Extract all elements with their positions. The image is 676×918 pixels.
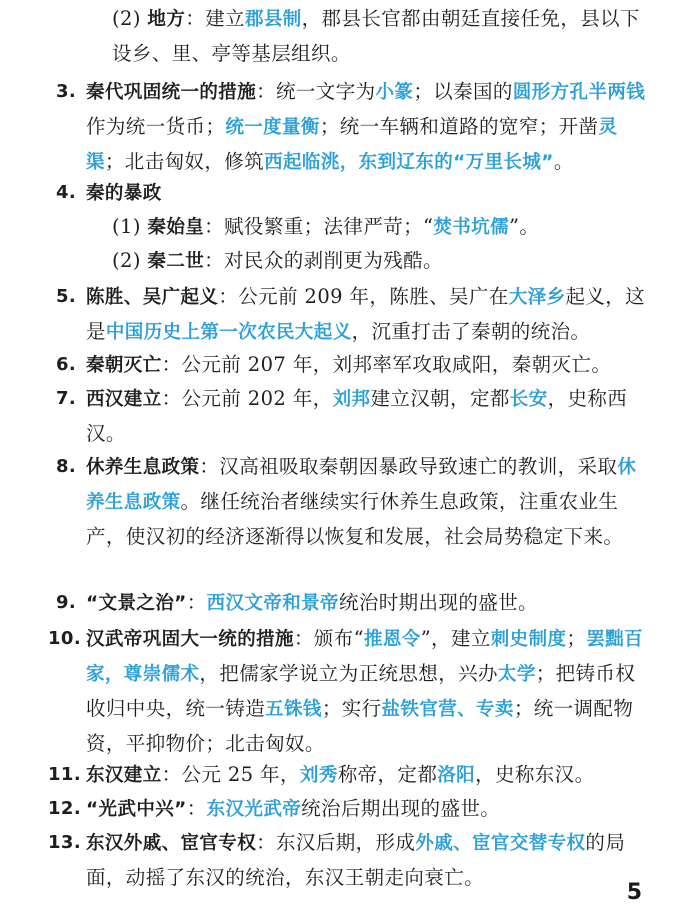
body-text: 作为统一货币； bbox=[86, 115, 226, 138]
item-7-western-han bbox=[56, 382, 652, 451]
highlighted-term: 刺史制度 bbox=[490, 629, 567, 650]
item-qin-ershi bbox=[112, 244, 652, 279]
body-text: 的局面，动摇了东汉的统治，东汉王朝走向衰亡。 bbox=[86, 831, 626, 889]
highlighted-term: 圆形方孔半两钱 bbox=[512, 82, 646, 103]
highlighted-term: 洛阳 bbox=[437, 765, 476, 786]
item-heading: 秦的暴政 bbox=[86, 183, 162, 204]
item-number: 11. bbox=[48, 764, 82, 785]
item-heading: 休养生息政策 bbox=[86, 457, 200, 478]
body-text: ：东汉后期，形成 bbox=[256, 831, 416, 854]
item-heading: 秦代巩固统一的措施 bbox=[86, 82, 257, 103]
item-9-wenjing-rule bbox=[56, 586, 652, 621]
body-text: ：公元前 207 年，刘邦率军攻取咸阳，秦朝灭亡。 bbox=[161, 353, 612, 376]
highlighted-term: 郡县制 bbox=[244, 9, 302, 30]
item-heading: “文景之治” bbox=[86, 593, 187, 614]
body-text: ，史称西汉。 bbox=[86, 387, 628, 445]
body-text: 起义，这是 bbox=[86, 285, 646, 343]
body-text: (2) bbox=[112, 7, 148, 30]
item-heading: 秦始皇 bbox=[147, 217, 205, 238]
item-4-qin-tyranny bbox=[56, 176, 652, 211]
item-5-chen-sheng-wu-guang bbox=[56, 280, 652, 350]
highlighted-term: 外戚、宦官交替专权 bbox=[415, 833, 586, 854]
body-text: 统治后期出现的盛世。 bbox=[301, 797, 501, 820]
item-6-qin-fall bbox=[56, 348, 652, 383]
body-text: 。继任统治者继续实行休养生息政策，注重农业生产，使汉初的经济逐渐得以恢复和发展，社会局势稳定下来。 bbox=[86, 490, 624, 548]
item-11-eastern-han bbox=[48, 758, 652, 793]
body-text: ；北击匈奴，修筑 bbox=[104, 150, 265, 173]
body-text: ；以秦国的 bbox=[413, 80, 513, 103]
highlighted-term: 大泽乡 bbox=[508, 287, 566, 308]
item-number: 3. bbox=[56, 81, 77, 102]
highlighted-term: 推恩令 bbox=[363, 629, 421, 650]
body-text: ： bbox=[186, 591, 207, 614]
body-text: ，把儒家学说立为正统思想，兴办 bbox=[199, 662, 498, 685]
body-text: ”，建立 bbox=[420, 627, 491, 650]
item-number: 4. bbox=[56, 182, 77, 203]
body-text: (1) bbox=[112, 215, 148, 238]
body-text: ：统一文字为 bbox=[256, 80, 376, 103]
item-heading: 东汉建立 bbox=[86, 765, 162, 786]
body-text: ： bbox=[186, 797, 207, 820]
body-text: ，史称东汉。 bbox=[475, 763, 595, 786]
body-text: ；统一调配物资，平抑物价；北击匈奴。 bbox=[86, 697, 634, 755]
item-number: 8. bbox=[56, 456, 77, 477]
highlighted-term: 太学 bbox=[497, 664, 536, 685]
body-text: ：汉高祖吸取秦朝因暴政导致速亡的教训，采取 bbox=[199, 455, 618, 478]
body-text: ； bbox=[566, 627, 587, 650]
item-heading: 西汉建立 bbox=[86, 389, 162, 410]
body-text: ：公元 25 年， bbox=[161, 763, 300, 786]
item-heading: 汉武帝巩固大一统的措施 bbox=[86, 629, 294, 650]
body-text: ，沉重打击了秦朝的统治。 bbox=[351, 320, 591, 343]
highlighted-term: 小篆 bbox=[375, 82, 414, 103]
body-text: (2) bbox=[112, 249, 148, 272]
body-text: ：对民众的剥削更为残酷。 bbox=[204, 249, 443, 272]
highlighted-term: 统一度量衡 bbox=[225, 117, 320, 138]
item-number: 7. bbox=[56, 388, 77, 409]
highlighted-term: 焚书坑儒 bbox=[433, 217, 510, 238]
highlighted-term: 刘秀 bbox=[299, 765, 338, 786]
body-text: ：建立 bbox=[185, 7, 245, 30]
item-number: 13. bbox=[48, 832, 82, 853]
highlighted-term: 盐铁官营、专卖 bbox=[381, 699, 514, 720]
body-text: ：颁布“ bbox=[293, 627, 364, 650]
item-8-recuperation-policy bbox=[56, 450, 652, 554]
highlighted-term: 五铢钱 bbox=[265, 699, 322, 720]
item-12-guangwu-revival bbox=[48, 792, 652, 827]
body-text: 称帝，定都 bbox=[337, 763, 438, 786]
body-text: ：公元前 202 年， bbox=[161, 387, 333, 410]
body-text: ；把铸币权收归中央，统一铸造 bbox=[86, 662, 636, 720]
highlighted-term: 灵渠 bbox=[86, 117, 618, 173]
item-heading: 秦二世 bbox=[147, 251, 205, 272]
item-heading: 秦朝灭亡 bbox=[86, 355, 162, 376]
item-qin-shihuang bbox=[112, 210, 652, 245]
item-heading: 东汉外戚、宦官专权 bbox=[86, 833, 257, 854]
item-number: 9. bbox=[56, 592, 77, 613]
item-number: 5. bbox=[56, 286, 77, 307]
highlighted-term: 休养生息政策 bbox=[86, 457, 637, 513]
item-number: 12. bbox=[48, 798, 82, 819]
item-heading: “光武中兴” bbox=[86, 799, 187, 820]
highlighted-term: 长安 bbox=[509, 389, 548, 410]
body-text: 建立汉朝，定都 bbox=[370, 387, 510, 410]
item-13-consort-eunuch-power bbox=[48, 826, 652, 895]
body-text: ，郡县长官都由朝廷直接任免，县以下设乡、里、亭等基层组织。 bbox=[112, 7, 640, 65]
item-heading: 陈胜、吴广起义 bbox=[86, 287, 219, 308]
body-text: ”。 bbox=[509, 215, 540, 238]
body-text: ；统一车辆和道路的宽窄；开凿 bbox=[319, 115, 599, 138]
highlighted-term: 东汉光武帝 bbox=[206, 799, 302, 820]
item-10-han-wudi-measures bbox=[48, 622, 652, 761]
item-number: 10. bbox=[48, 628, 82, 649]
highlighted-term: 罢黜百家，尊崇儒术 bbox=[86, 629, 643, 685]
item-heading: 地方 bbox=[147, 9, 186, 30]
highlighted-term: 刘邦 bbox=[332, 389, 371, 410]
body-text: ：公元前 209 年，陈胜、吴广在 bbox=[218, 285, 509, 308]
page-number: 5 bbox=[626, 880, 642, 905]
body-text: 统治时期出现的盛世。 bbox=[338, 591, 538, 614]
highlighted-term: 西汉文帝和景帝 bbox=[206, 593, 339, 614]
highlighted-term: 中国历史上第一次农民大起义 bbox=[105, 322, 352, 343]
body-text: ：赋役繁重；法律严苛；“ bbox=[204, 215, 434, 238]
item-3-qin-unification-measures bbox=[56, 75, 652, 180]
body-text: 。 bbox=[553, 150, 574, 173]
item-number: 6. bbox=[56, 354, 77, 375]
item-local-system bbox=[112, 2, 652, 71]
body-text: ；实行 bbox=[321, 697, 382, 720]
highlighted-term: 西起临洮，东到辽东的“万里长城” bbox=[264, 152, 554, 173]
